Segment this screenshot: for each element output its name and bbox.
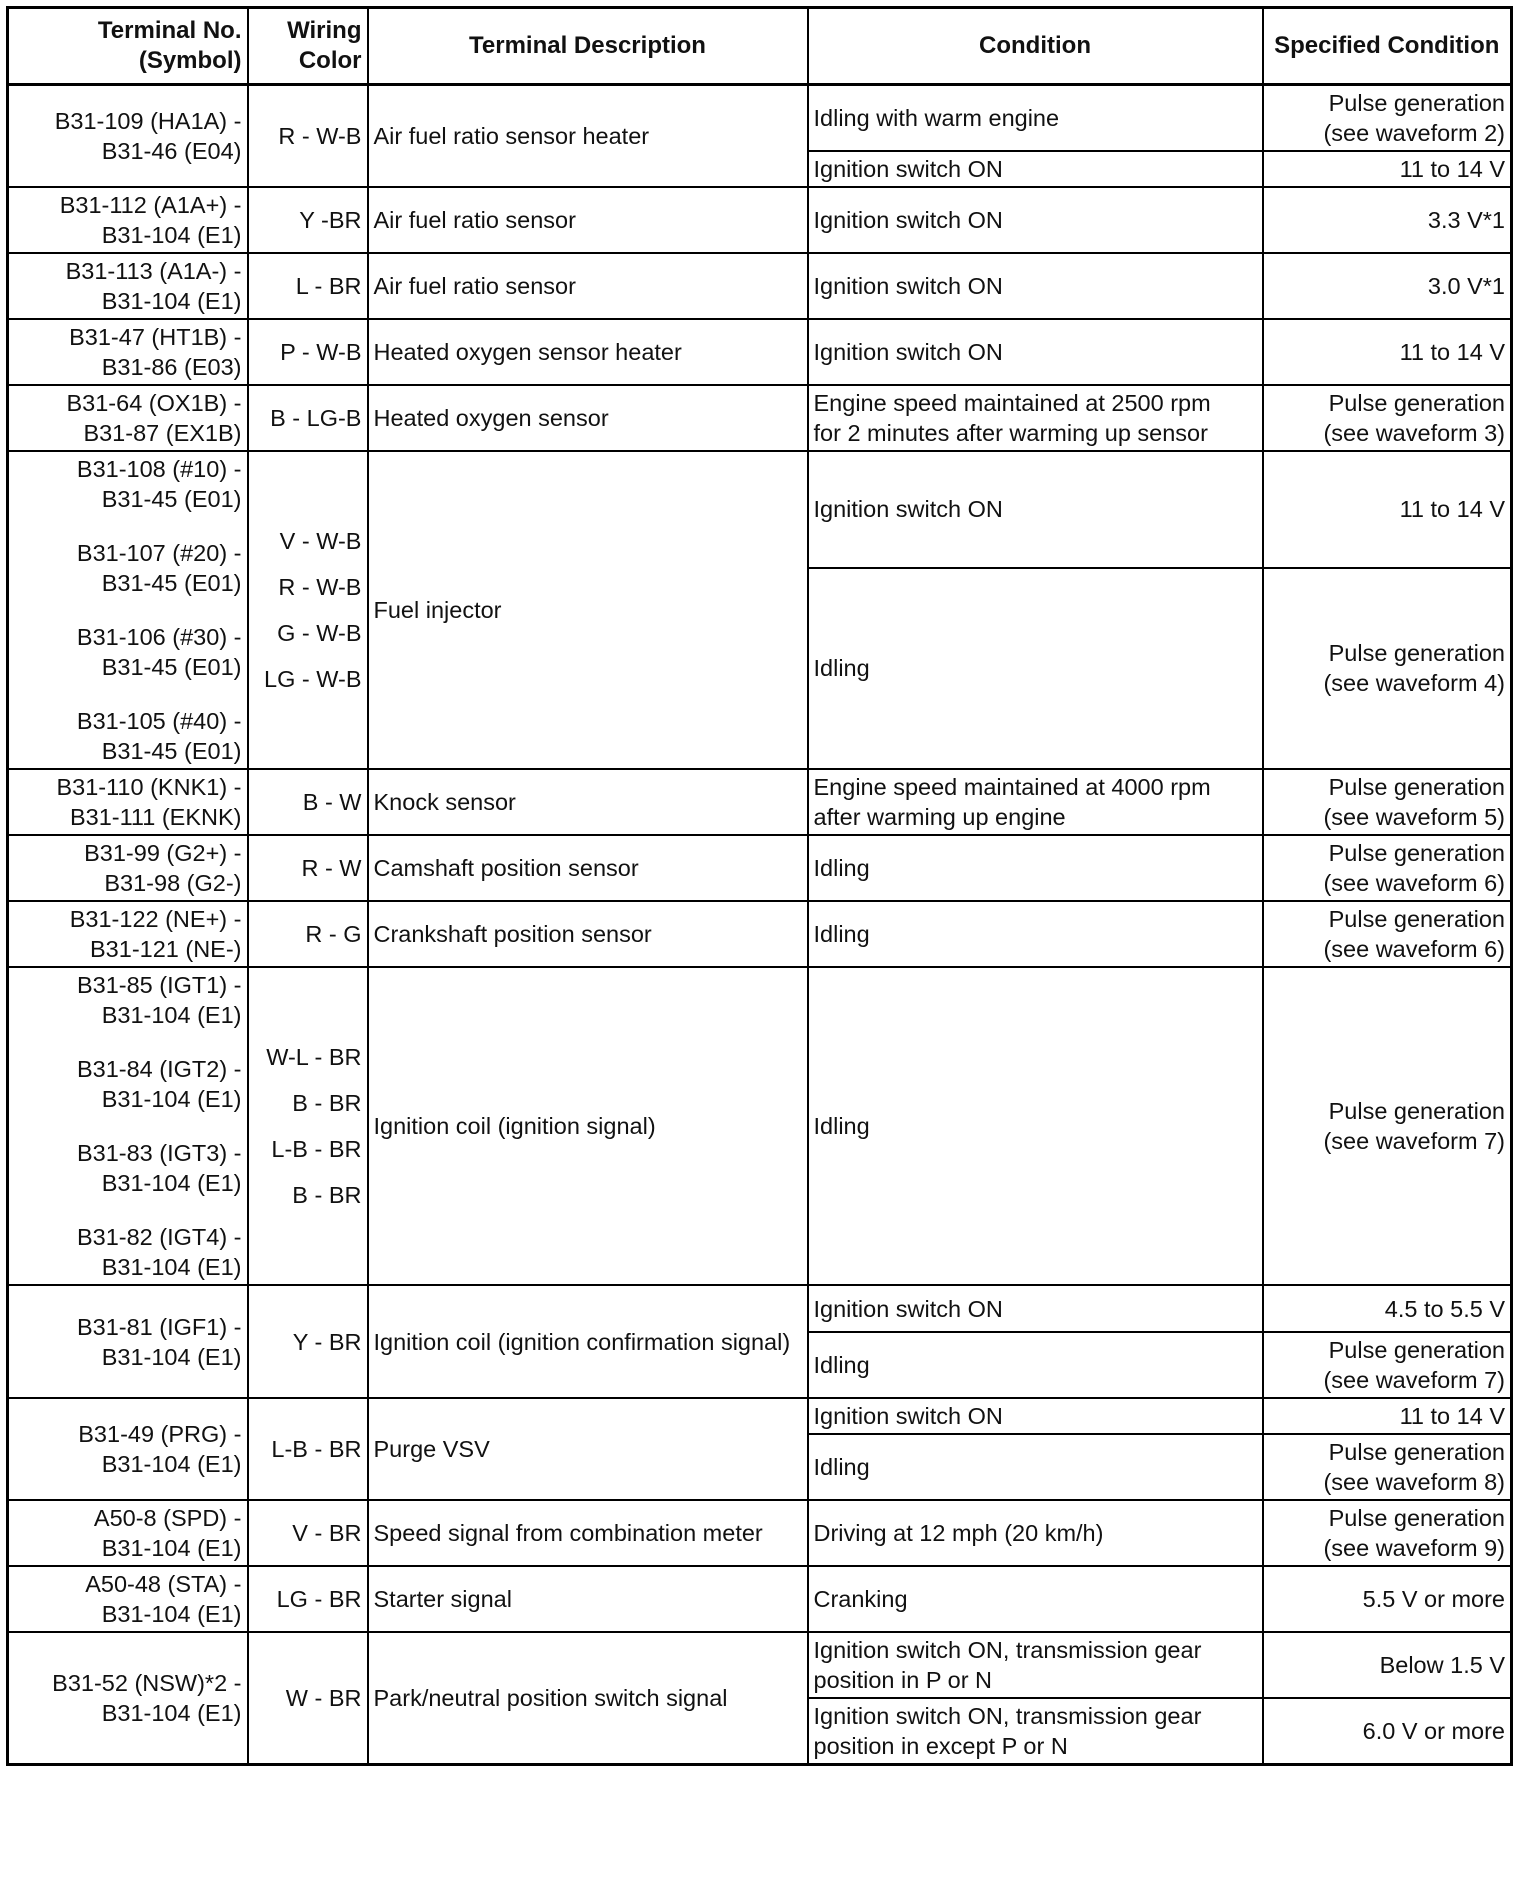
condition-line: Ignition switch ON xyxy=(813,496,1003,523)
terminal-line: B31-121 (NE-) xyxy=(90,936,242,962)
terminal-cell xyxy=(8,1285,248,1398)
condition-line: position in P or N xyxy=(813,1667,993,1693)
specified-condition-line: (see waveform 4) xyxy=(1323,670,1505,697)
condition-line: Ignition switch ON xyxy=(813,273,1003,299)
wiring-color: Y - BR xyxy=(292,1328,362,1355)
specified-condition-cell xyxy=(1263,568,1512,769)
specified-condition-cell xyxy=(1263,1632,1512,1698)
wiring-color-cell xyxy=(248,1500,368,1566)
terminal-description-cell: Park/neutral position switch signal xyxy=(368,1632,808,1765)
terminal-line: B31-104 (E1) xyxy=(101,222,242,248)
wiring-color-cell xyxy=(248,85,368,188)
header-wiring xyxy=(248,8,368,85)
specified-condition-line: 11 to 14 V xyxy=(1399,1403,1505,1429)
condition-cell xyxy=(808,1566,1263,1632)
wiring-color-cell xyxy=(248,451,368,769)
specified-condition-line: Pulse generation xyxy=(1328,1439,1505,1465)
terminal-line: B31-99 (G2+) - xyxy=(84,840,242,866)
terminal-pair xyxy=(14,1312,242,1372)
wiring-color: P - W-B xyxy=(280,339,362,365)
condition-cell xyxy=(808,1398,1263,1434)
condition-cell xyxy=(808,451,1263,568)
terminal-pair xyxy=(14,1054,242,1114)
wiring-color: L - BR xyxy=(295,273,362,299)
terminal-line: B31-109 (HA1A) - xyxy=(54,108,242,134)
condition-line: Ignition switch ON xyxy=(813,156,1003,182)
terminal-line: B31-98 (G2-) xyxy=(104,870,242,896)
terminal-line: B31-113 (A1A-) - xyxy=(65,258,242,284)
table-row xyxy=(8,901,1512,967)
header-description: Terminal Description xyxy=(368,8,808,85)
specified-condition-line: Pulse generation xyxy=(1328,390,1505,416)
condition-line: Cranking xyxy=(813,1586,908,1612)
specified-condition-line: (see waveform 5) xyxy=(1323,804,1505,830)
header-wiring-line2: Color xyxy=(298,47,362,74)
specified-condition-line: 11 to 14 V xyxy=(1399,496,1505,523)
wiring-color-cell xyxy=(248,1566,368,1632)
terminal-line: B31-82 (IGT4) - xyxy=(76,1224,242,1250)
condition-line: Idling xyxy=(813,855,870,881)
table-row xyxy=(8,1398,1512,1434)
condition-cell xyxy=(808,1434,1263,1500)
specified-condition-cell xyxy=(1263,253,1512,319)
terminal-description-cell: Air fuel ratio sensor xyxy=(368,187,808,253)
table-body xyxy=(8,85,1512,1765)
specified-condition-cell xyxy=(1263,901,1512,967)
terminal-description-cell: Purge VSV xyxy=(368,1398,808,1500)
terminal-line: B31-112 (A1A+) - xyxy=(59,192,242,218)
wiring-color: Y -BR xyxy=(299,207,362,233)
terminal-description-cell: Ignition coil (ignition signal) xyxy=(368,967,808,1285)
header-condition: Condition xyxy=(808,8,1263,85)
condition-cell xyxy=(808,568,1263,769)
condition-line: Idling with warm engine xyxy=(813,105,1060,131)
condition-line: Idling xyxy=(813,655,870,682)
table-row xyxy=(8,1566,1512,1632)
specified-condition-line: Pulse generation xyxy=(1328,1337,1505,1363)
terminal-pair xyxy=(14,1419,242,1479)
terminal-line: B31-104 (E1) xyxy=(101,1601,242,1627)
wiring-color-cell xyxy=(248,1398,368,1500)
condition-cell xyxy=(808,319,1263,385)
terminal-line: B31-45 (E01) xyxy=(101,738,242,764)
condition-cell xyxy=(808,967,1263,1285)
wiring-color: V - BR xyxy=(292,1520,362,1546)
terminal-line: B31-64 (OX1B) - xyxy=(66,390,242,416)
terminal-description-cell: Fuel injector xyxy=(368,451,808,769)
terminal-cell xyxy=(8,1398,248,1500)
condition-cell xyxy=(808,385,1263,451)
condition-cell xyxy=(808,1698,1263,1765)
terminal-pair xyxy=(14,706,242,766)
terminal-pair xyxy=(14,256,242,316)
wiring-color: B - BR xyxy=(292,1182,362,1208)
wiring-color: W - BR xyxy=(285,1685,362,1711)
terminal-pair xyxy=(14,322,242,382)
wiring-color: W-L - BR xyxy=(266,1044,362,1070)
header-terminal xyxy=(8,8,248,85)
condition-line: Engine speed maintained at 2500 rpm xyxy=(813,390,1211,416)
terminal-pair xyxy=(14,1138,242,1198)
wiring-color-cell xyxy=(248,769,368,835)
terminal-pair xyxy=(14,1569,242,1629)
condition-line: Ignition switch ON, transmission gear xyxy=(813,1637,1202,1663)
terminal-description-cell: Starter signal xyxy=(368,1566,808,1632)
condition-line: Driving at 12 mph (20 km/h) xyxy=(813,1520,1104,1546)
terminal-line: B31-52 (NSW)*2 - xyxy=(52,1670,242,1696)
table-row xyxy=(8,85,1512,152)
wiring-color-cell xyxy=(248,319,368,385)
specified-condition-line: 11 to 14 V xyxy=(1399,339,1505,365)
terminal-description-cell: Crankshaft position sensor xyxy=(368,901,808,967)
specified-condition-line: (see waveform 2) xyxy=(1323,120,1505,146)
terminal-line: B31-86 (E03) xyxy=(101,354,242,380)
specified-condition-cell xyxy=(1263,85,1512,152)
condition-cell xyxy=(808,1632,1263,1698)
terminal-line: B31-104 (E1) xyxy=(101,1254,242,1280)
specified-condition-cell xyxy=(1263,319,1512,385)
terminal-line: B31-106 (#30) - xyxy=(76,624,242,650)
terminal-pair xyxy=(14,772,242,832)
condition-line: Idling xyxy=(813,1454,870,1480)
wiring-color: L-B - BR xyxy=(271,1136,362,1162)
terminal-line: B31-83 (IGT3) - xyxy=(76,1140,242,1166)
table-row xyxy=(8,967,1512,1285)
condition-cell xyxy=(808,1332,1263,1398)
terminal-spec-table xyxy=(6,6,1513,1766)
specified-condition-line: 4.5 to 5.5 V xyxy=(1384,1295,1505,1322)
specified-condition-line: Below 1.5 V xyxy=(1379,1652,1505,1678)
terminal-line: B31-111 (EKNK) xyxy=(69,804,242,830)
specified-condition-line: Pulse generation xyxy=(1328,1505,1505,1531)
wiring-color: R - W xyxy=(301,855,362,881)
terminal-line: B31-87 (EX1B) xyxy=(83,420,242,446)
specified-condition-line: 3.3 V*1 xyxy=(1427,207,1505,233)
specified-condition-line: (see waveform 9) xyxy=(1323,1535,1505,1561)
condition-cell xyxy=(808,1500,1263,1566)
specified-condition-cell xyxy=(1263,451,1512,568)
wiring-color-cell xyxy=(248,1285,368,1398)
specified-condition-cell xyxy=(1263,187,1512,253)
table-row xyxy=(8,451,1512,568)
terminal-cell xyxy=(8,385,248,451)
specified-condition-line: 11 to 14 V xyxy=(1399,156,1505,182)
terminal-line: B31-122 (NE+) - xyxy=(69,906,242,932)
terminal-line: B31-107 (#20) - xyxy=(76,540,242,566)
condition-cell xyxy=(808,901,1263,967)
terminal-line: B31-108 (#10) - xyxy=(76,456,242,482)
table-row xyxy=(8,187,1512,253)
table-row xyxy=(8,835,1512,901)
specified-condition-cell xyxy=(1263,1698,1512,1765)
terminal-pair xyxy=(14,106,242,166)
terminal-cell xyxy=(8,835,248,901)
terminal-pair xyxy=(14,190,242,250)
condition-line: Ignition switch ON xyxy=(813,339,1003,365)
terminal-cell xyxy=(8,1500,248,1566)
specified-condition-cell xyxy=(1263,769,1512,835)
specified-condition-cell xyxy=(1263,1332,1512,1398)
specified-condition-cell xyxy=(1263,151,1512,187)
wiring-color-cell xyxy=(248,901,368,967)
specified-condition-cell xyxy=(1263,967,1512,1285)
specified-condition-cell xyxy=(1263,1434,1512,1500)
specified-condition-line: (see waveform 6) xyxy=(1323,870,1505,896)
terminal-pair xyxy=(14,1503,242,1563)
terminal-cell xyxy=(8,769,248,835)
condition-line: Ignition switch ON, transmission gear xyxy=(813,1703,1202,1729)
wiring-color: R - W-B xyxy=(278,574,362,600)
specified-condition-line: 6.0 V or more xyxy=(1362,1718,1505,1744)
specified-condition-line: Pulse generation xyxy=(1328,840,1505,866)
condition-line: Ignition switch ON xyxy=(813,1403,1003,1429)
specified-condition-line: Pulse generation xyxy=(1328,774,1505,800)
terminal-line: B31-104 (E1) xyxy=(101,1535,242,1561)
condition-cell xyxy=(808,1285,1263,1332)
terminal-cell xyxy=(8,901,248,967)
terminal-pair xyxy=(14,622,242,682)
terminal-line: B31-104 (E1) xyxy=(101,1451,242,1477)
terminal-description-cell: Knock sensor xyxy=(368,769,808,835)
terminal-cell xyxy=(8,319,248,385)
wiring-color-cell xyxy=(248,967,368,1285)
terminal-cell xyxy=(8,187,248,253)
terminal-line: A50-48 (STA) - xyxy=(85,1571,242,1597)
wiring-color: G - W-B xyxy=(277,620,362,646)
terminal-description-cell: Air fuel ratio sensor xyxy=(368,253,808,319)
terminal-description-cell: Air fuel ratio sensor heater xyxy=(368,85,808,188)
terminal-pair xyxy=(14,838,242,898)
terminal-pair xyxy=(14,454,242,514)
terminal-pair xyxy=(14,970,242,1030)
wiring-color: L-B - BR xyxy=(271,1436,362,1462)
terminal-line: B31-104 (E1) xyxy=(101,288,242,314)
condition-line: Ignition switch ON xyxy=(813,1295,1003,1322)
condition-cell xyxy=(808,835,1263,901)
header-wiring-line1: Wiring xyxy=(287,17,362,44)
header-specified: Specified Condition xyxy=(1263,8,1512,85)
condition-cell xyxy=(808,769,1263,835)
terminal-description-cell: Heated oxygen sensor heater xyxy=(368,319,808,385)
terminal-pair xyxy=(14,1668,242,1728)
terminal-line: B31-104 (E1) xyxy=(101,1002,242,1028)
terminal-cell xyxy=(8,85,248,188)
specified-condition-line: Pulse generation xyxy=(1328,90,1505,116)
terminal-description-cell: Camshaft position sensor xyxy=(368,835,808,901)
condition-cell xyxy=(808,85,1263,152)
wiring-color: R - W-B xyxy=(278,123,362,149)
condition-line: Engine speed maintained at 4000 rpm xyxy=(813,774,1211,800)
specified-condition-cell xyxy=(1263,1566,1512,1632)
terminal-spec-sheet xyxy=(6,6,1510,1766)
specified-condition-line: (see waveform 6) xyxy=(1323,936,1505,962)
header-terminal-line2: (Symbol) xyxy=(138,47,242,74)
terminal-cell xyxy=(8,967,248,1285)
terminal-line: B31-84 (IGT2) - xyxy=(76,1056,242,1082)
condition-line: Idling xyxy=(813,1113,870,1139)
terminal-line: B31-46 (E04) xyxy=(101,138,242,164)
specified-condition-line: (see waveform 8) xyxy=(1323,1469,1505,1495)
header-terminal-line1: Terminal No. xyxy=(97,17,242,44)
specified-condition-line: (see waveform 7) xyxy=(1323,1367,1505,1393)
wiring-color-cell xyxy=(248,835,368,901)
terminal-pair xyxy=(14,1222,242,1282)
wiring-color-cell xyxy=(248,385,368,451)
terminal-pair xyxy=(14,388,242,448)
specified-condition-cell xyxy=(1263,835,1512,901)
table-row xyxy=(8,385,1512,451)
terminal-description-cell: Speed signal from combination meter xyxy=(368,1500,808,1566)
terminal-line: B31-105 (#40) - xyxy=(76,708,242,734)
wiring-color: LG - W-B xyxy=(264,666,362,692)
terminal-line: B31-81 (IGF1) - xyxy=(76,1313,242,1340)
terminal-pair xyxy=(14,904,242,964)
terminal-line: B31-45 (E01) xyxy=(101,486,242,512)
table-row xyxy=(8,769,1512,835)
table-row xyxy=(8,1500,1512,1566)
wiring-color-cell xyxy=(248,253,368,319)
wiring-color: LG - BR xyxy=(276,1586,362,1612)
terminal-line: B31-49 (PRG) - xyxy=(78,1421,242,1447)
specified-condition-cell xyxy=(1263,1285,1512,1332)
wiring-color: B - LG-B xyxy=(270,405,362,431)
specified-condition-cell xyxy=(1263,1500,1512,1566)
terminal-line: B31-110 (KNK1) - xyxy=(56,774,242,800)
terminal-line: B31-104 (E1) xyxy=(101,1343,242,1370)
wiring-color: V - W-B xyxy=(279,528,362,554)
condition-cell xyxy=(808,151,1263,187)
table-row xyxy=(8,1632,1512,1698)
condition-line: for 2 minutes after warming up sensor xyxy=(813,420,1208,446)
wiring-color: R - G xyxy=(305,921,362,947)
terminal-description-cell: Ignition coil (ignition confirmation signal) xyxy=(368,1285,808,1398)
wiring-color: B - BR xyxy=(292,1090,362,1116)
specified-condition-line: (see waveform 3) xyxy=(1323,420,1505,446)
specified-condition-line: Pulse generation xyxy=(1328,906,1505,932)
terminal-line: B31-45 (E01) xyxy=(101,570,242,596)
specified-condition-line: Pulse generation xyxy=(1328,640,1505,667)
condition-cell xyxy=(808,187,1263,253)
terminal-line: B31-45 (E01) xyxy=(101,654,242,680)
specified-condition-cell xyxy=(1263,1398,1512,1434)
condition-line: Ignition switch ON xyxy=(813,207,1003,233)
terminal-line: A50-8 (SPD) - xyxy=(93,1505,242,1531)
terminal-cell xyxy=(8,451,248,769)
terminal-line: B31-85 (IGT1) - xyxy=(76,972,242,998)
terminal-pair xyxy=(14,538,242,598)
condition-line: Idling xyxy=(813,921,870,947)
terminal-line: B31-104 (E1) xyxy=(101,1700,242,1726)
condition-cell xyxy=(808,253,1263,319)
specified-condition-line: 5.5 V or more xyxy=(1362,1586,1505,1612)
header-row xyxy=(8,8,1512,85)
terminal-line: B31-47 (HT1B) - xyxy=(69,324,242,350)
terminal-line: B31-104 (E1) xyxy=(101,1086,242,1112)
specified-condition-line: Pulse generation xyxy=(1328,1098,1505,1124)
table-row xyxy=(8,1285,1512,1332)
terminal-line: B31-104 (E1) xyxy=(101,1170,242,1196)
condition-line: Idling xyxy=(813,1352,870,1378)
table-row xyxy=(8,319,1512,385)
terminal-cell xyxy=(8,1566,248,1632)
terminal-description-cell: Heated oxygen sensor xyxy=(368,385,808,451)
terminal-cell xyxy=(8,253,248,319)
wiring-color: B - W xyxy=(302,789,362,815)
condition-line: after warming up engine xyxy=(813,804,1066,830)
condition-line: position in except P or N xyxy=(813,1733,1068,1759)
specified-condition-line: (see waveform 7) xyxy=(1323,1128,1505,1154)
terminal-cell xyxy=(8,1632,248,1765)
wiring-color-cell xyxy=(248,1632,368,1765)
table-row xyxy=(8,253,1512,319)
wiring-color-cell xyxy=(248,187,368,253)
specified-condition-cell xyxy=(1263,385,1512,451)
specified-condition-line: 3.0 V*1 xyxy=(1427,273,1505,299)
